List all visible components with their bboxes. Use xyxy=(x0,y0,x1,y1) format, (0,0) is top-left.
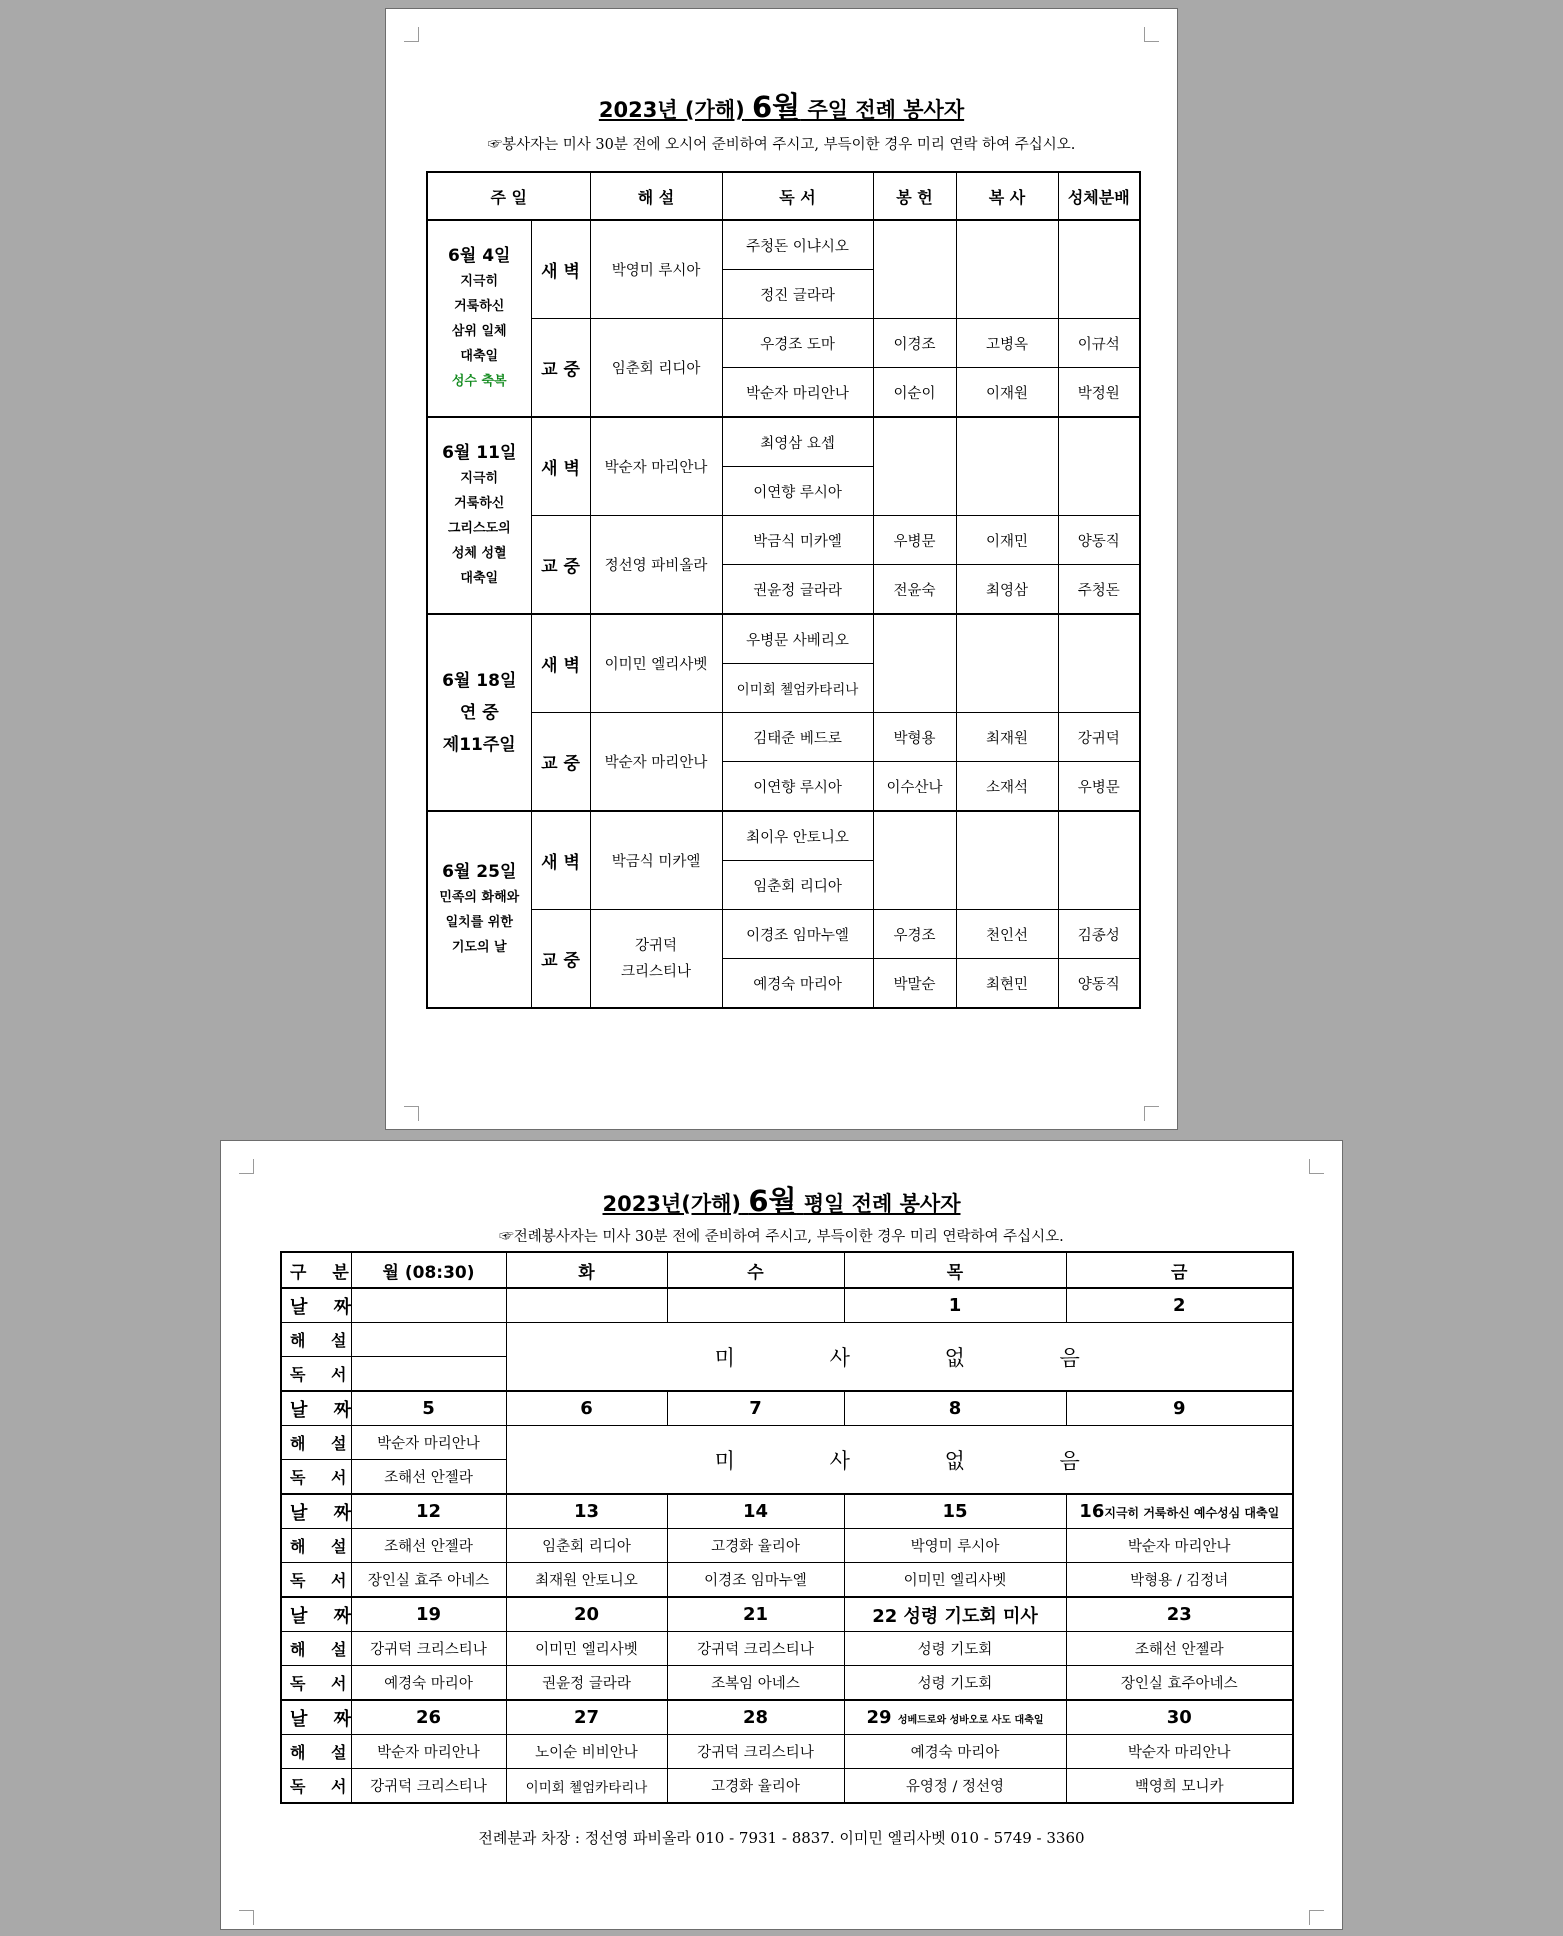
header-row xyxy=(427,172,1140,220)
feast-line: 지극히 xyxy=(460,470,499,486)
mass-label-main: 교 중 xyxy=(531,910,590,1009)
label-date: 날 짜 xyxy=(281,1700,351,1735)
reader: 최이우 안토니오 xyxy=(722,811,873,861)
feast-line: 거룩하신 xyxy=(454,298,505,314)
commentator: 박영미 루시아 xyxy=(844,1529,1066,1563)
day-monday: 월 (08:30) xyxy=(351,1252,506,1288)
reader: 정진 글라라 xyxy=(722,270,873,319)
reader: 우경조 도마 xyxy=(722,319,873,368)
empty-cell xyxy=(1058,811,1140,910)
label-date: 날 짜 xyxy=(281,1288,351,1323)
commentator: 강귀덕 크리스티나 xyxy=(667,1632,844,1666)
label-date: 날 짜 xyxy=(281,1494,351,1529)
eucharist-minister: 양동직 xyxy=(1058,959,1140,1009)
date-cell: 15 xyxy=(844,1494,1066,1529)
commentator: 임춘회 리디아 xyxy=(590,319,722,418)
label-commentary: 해 설 xyxy=(281,1735,351,1769)
day-friday: 금 xyxy=(1066,1252,1293,1288)
sunday-date: 6월 25일 xyxy=(442,861,517,882)
reader: 최영삼 요셉 xyxy=(722,417,873,467)
commentator: 조해선 안젤라 xyxy=(1066,1632,1293,1666)
empty-cell xyxy=(873,220,956,319)
commentator: 임춘회 리디아 xyxy=(506,1529,667,1563)
server: 이재민 xyxy=(956,516,1058,565)
date-cell: 26 xyxy=(351,1700,506,1735)
reader: 이미회 첼엄카타리나 xyxy=(722,664,873,713)
sunday-date-cell xyxy=(427,417,531,614)
date-cell: 19 xyxy=(351,1597,506,1632)
eucharist-minister: 양동직 xyxy=(1058,516,1140,565)
reader: 고경화 율리아 xyxy=(667,1769,844,1804)
holy-water-blessing: 성수 축복 xyxy=(451,373,507,389)
title-subject: 주일 전례 봉사자 xyxy=(807,98,965,122)
commentary-row xyxy=(281,1323,1293,1357)
week-block xyxy=(427,614,1140,811)
date-cell xyxy=(351,1288,506,1323)
title-month: 6월 xyxy=(751,90,801,124)
offering: 이수산나 xyxy=(873,762,956,812)
date-cell: 8 xyxy=(844,1391,1066,1426)
date-cell xyxy=(667,1288,844,1323)
feast-line: 연 중 xyxy=(459,702,499,723)
feast-line: 성체 성혈 xyxy=(451,545,507,561)
date-cell: 28 xyxy=(667,1700,844,1735)
sunday-date: 6월 18일 xyxy=(442,670,517,691)
date-number: 29 xyxy=(866,1707,892,1728)
commentator: 박순자 마리안나 xyxy=(590,713,722,812)
day-tuesday: 화 xyxy=(506,1252,667,1288)
commentator xyxy=(590,910,722,1009)
date-cell: 7 xyxy=(667,1391,844,1426)
mass-label-dawn: 새 벽 xyxy=(531,220,590,319)
weekday-roster-table xyxy=(280,1251,1294,1804)
commentator: 박영미 루시아 xyxy=(590,220,722,319)
reading-row xyxy=(281,1769,1293,1804)
label-date: 날 짜 xyxy=(281,1391,351,1426)
date-cell: 2 xyxy=(1066,1288,1293,1323)
commentator: 이미민 엘리사벳 xyxy=(506,1632,667,1666)
server: 고병옥 xyxy=(956,319,1058,368)
offering: 이경조 xyxy=(873,319,956,368)
server: 이재원 xyxy=(956,368,1058,418)
eucharist-minister: 주청돈 xyxy=(1058,565,1140,615)
empty-cell xyxy=(956,811,1058,910)
feast-line: 삼위 일체 xyxy=(451,323,507,339)
server: 최현민 xyxy=(956,959,1058,1009)
reader: 이경조 임마누엘 xyxy=(667,1563,844,1598)
label-commentary: 해 설 xyxy=(281,1632,351,1666)
day-wednesday: 수 xyxy=(667,1252,844,1288)
mass-label-main: 교 중 xyxy=(531,319,590,418)
label-reading: 독 서 xyxy=(281,1460,351,1495)
commentator: 박순자 마리안나 xyxy=(1066,1529,1293,1563)
header-commentary: 해 설 xyxy=(590,172,722,220)
commentator: 강귀덕 크리스티나 xyxy=(667,1735,844,1769)
label-commentary: 해 설 xyxy=(281,1426,351,1460)
reader: 우병문 사베리오 xyxy=(722,614,873,664)
mass-label-dawn: 새 벽 xyxy=(531,614,590,713)
contact-footer: 전례분과 차장 : 정선영 파비올라 010 - 7931 - 8837. 이미민 엘리사벳 010 - 5749 - 3360 xyxy=(478,1829,1085,1847)
reader: 이미민 엘리사벳 xyxy=(844,1563,1066,1598)
page-corner-mark xyxy=(1309,1159,1324,1174)
weekday-notice: ☞전례봉사자는 미사 30분 전에 준비하여 주시고, 부득이한 경우 미리 연락하여 주십시오. xyxy=(499,1229,1064,1245)
reader: 조복임 아네스 xyxy=(667,1666,844,1701)
empty-cell xyxy=(1058,614,1140,713)
page-corner-mark xyxy=(239,1159,254,1174)
date-cell: 27 xyxy=(506,1700,667,1735)
label-reading: 독 서 xyxy=(281,1563,351,1598)
date-cell: 30 xyxy=(1066,1700,1293,1735)
page-corner-mark xyxy=(239,1910,254,1925)
reading-row xyxy=(281,1666,1293,1701)
reader: 박형용 / 김정녀 xyxy=(1066,1563,1293,1598)
server: 최재원 xyxy=(956,713,1058,762)
feast-line: 제11주일 xyxy=(442,734,516,755)
server: 최영삼 xyxy=(956,565,1058,615)
page-corner-mark xyxy=(404,1106,419,1121)
date-cell: 12 xyxy=(351,1494,506,1529)
reader: 예경숙 마리아 xyxy=(351,1666,506,1701)
page-corner-mark xyxy=(1309,1910,1324,1925)
commentator: 고경화 율리아 xyxy=(667,1529,844,1563)
mass-label-main: 교 중 xyxy=(531,713,590,812)
date-cell: 13 xyxy=(506,1494,667,1529)
label-date: 날 짜 xyxy=(281,1597,351,1632)
no-mass-notice: 미 사 없 음 xyxy=(506,1323,1293,1392)
title-year: 2023년 (가해) xyxy=(598,98,745,122)
day-thursday: 목 xyxy=(844,1252,1066,1288)
sunday-schedule-page xyxy=(385,8,1178,1130)
reader: 박순자 마리안나 xyxy=(722,368,873,418)
empty-cell xyxy=(873,811,956,910)
commentator: 박순자 마리안나 xyxy=(590,417,722,516)
reader: 최재원 안토니오 xyxy=(506,1563,667,1598)
header-offering: 봉 헌 xyxy=(873,172,956,220)
empty-cell xyxy=(956,220,1058,319)
feast-line: 기도의 날 xyxy=(451,939,507,955)
mass-label-dawn: 새 벽 xyxy=(531,417,590,516)
commentator: 성령 기도회 xyxy=(844,1632,1066,1666)
offering: 우병문 xyxy=(873,516,956,565)
week-block xyxy=(427,417,1140,614)
date-row xyxy=(281,1494,1293,1529)
header-sunday: 주 일 xyxy=(427,172,590,220)
reader: 권윤정 글라라 xyxy=(722,565,873,615)
reader: 장인실 효주 아네스 xyxy=(351,1563,506,1598)
empty-cell xyxy=(1058,417,1140,516)
commentator-baptismal-name: 크리스티나 xyxy=(620,963,692,980)
header-reading: 독 서 xyxy=(722,172,873,220)
feast-note: 지극히 거룩하신 예수성심 대축일 xyxy=(1104,1506,1280,1520)
reader: 예경숙 마리아 xyxy=(722,959,873,1009)
reader: 김태준 베드로 xyxy=(722,713,873,762)
page-corner-mark xyxy=(404,27,419,42)
reader: 조해선 안젤라 xyxy=(351,1460,506,1495)
eucharist-minister: 김종성 xyxy=(1058,910,1140,959)
reader: 이경조 임마누엘 xyxy=(722,910,873,959)
date-cell: 22 성령 기도회 미사 xyxy=(844,1597,1066,1632)
empty-cell xyxy=(956,417,1058,516)
reader: 성령 기도회 xyxy=(844,1666,1066,1701)
label-reading: 독 서 xyxy=(281,1666,351,1701)
commentator: 이미민 엘리사벳 xyxy=(590,614,722,713)
weekday-schedule-page xyxy=(220,1140,1343,1930)
reader: 이연향 루시아 xyxy=(722,467,873,516)
date-cell: 23 xyxy=(1066,1597,1293,1632)
reader: 임춘회 리디아 xyxy=(722,861,873,910)
commentary-row xyxy=(281,1632,1293,1666)
commentator: 예경숙 마리아 xyxy=(844,1735,1066,1769)
server: 천인선 xyxy=(956,910,1058,959)
sunday-date-cell xyxy=(427,220,531,417)
reading-row xyxy=(281,1563,1293,1598)
eucharist-minister: 이규석 xyxy=(1058,319,1140,368)
feast-line: 거룩하신 xyxy=(454,495,505,511)
reader: 이미회 첼엄카타리나 xyxy=(506,1769,667,1804)
sunday-roster-table xyxy=(426,171,1141,1009)
offering: 우경조 xyxy=(873,910,956,959)
label-reading: 독 서 xyxy=(281,1357,351,1392)
commentator: 강귀덕 크리스티나 xyxy=(351,1632,506,1666)
commentator: 조해선 안젤라 xyxy=(351,1529,506,1563)
weekday-header-row xyxy=(281,1252,1293,1288)
reader: 유영정 / 정선영 xyxy=(844,1769,1066,1804)
reader: 이연향 루시아 xyxy=(722,762,873,812)
empty-cell xyxy=(956,614,1058,713)
sunday-date-cell xyxy=(427,811,531,1008)
commentator: 박순자 마리안나 xyxy=(351,1426,506,1460)
sunday-date: 6월 11일 xyxy=(442,442,517,463)
week-block xyxy=(427,220,1140,417)
empty-cell xyxy=(873,417,956,516)
commentator: 노이순 비비안나 xyxy=(506,1735,667,1769)
eucharist-minister: 강귀덕 xyxy=(1058,713,1140,762)
commentary-row xyxy=(281,1529,1293,1563)
date-cell: 21 xyxy=(667,1597,844,1632)
feast-line: 대축일 xyxy=(460,348,499,364)
label-commentary: 해 설 xyxy=(281,1529,351,1563)
reader: 권윤정 글라라 xyxy=(506,1666,667,1701)
label-category: 구 분 xyxy=(281,1252,351,1288)
date-cell xyxy=(506,1288,667,1323)
commentator: 정선영 파비올라 xyxy=(590,516,722,615)
date-cell-with-feast xyxy=(844,1700,1066,1735)
sunday-notice: ☞봉사자는 미사 30분 전에 오시어 준비하여 주시고, 부득이한 경우 미리 연락 하여 주십시오. xyxy=(487,137,1076,153)
label-reading: 독 서 xyxy=(281,1769,351,1804)
reader: 박금식 미카엘 xyxy=(722,516,873,565)
commentator-name: 강귀덕 xyxy=(635,937,678,954)
eucharist-minister: 우병문 xyxy=(1058,762,1140,812)
commentator: 박금식 미카엘 xyxy=(590,811,722,910)
date-cell-with-feast xyxy=(1066,1494,1293,1529)
empty-cell xyxy=(351,1323,506,1357)
reader: 강귀덕 크리스티나 xyxy=(351,1769,506,1804)
title-year: 2023년(가해) xyxy=(602,1192,742,1216)
no-mass-notice: 미 사 없 음 xyxy=(506,1426,1293,1495)
commentary-row xyxy=(281,1735,1293,1769)
date-cell: 14 xyxy=(667,1494,844,1529)
date-cell: 20 xyxy=(506,1597,667,1632)
date-row xyxy=(281,1597,1293,1632)
offering: 박형용 xyxy=(873,713,956,762)
weekday-title xyxy=(221,1179,1342,1220)
sunday-date: 6월 4일 xyxy=(448,245,511,266)
offering: 이순이 xyxy=(873,368,956,418)
mass-label-dawn: 새 벽 xyxy=(531,811,590,910)
feast-line: 그리스도의 xyxy=(447,520,511,536)
date-row xyxy=(281,1391,1293,1426)
date-cell: 6 xyxy=(506,1391,667,1426)
commentary-row xyxy=(281,1426,1293,1460)
feast-line: 대축일 xyxy=(460,570,499,586)
date-row xyxy=(281,1700,1293,1735)
empty-cell xyxy=(351,1357,506,1392)
title-subject: 평일 전례 봉사자 xyxy=(803,1192,961,1216)
date-row xyxy=(281,1288,1293,1323)
mass-label-main: 교 중 xyxy=(531,516,590,615)
empty-cell xyxy=(873,614,956,713)
date-cell: 9 xyxy=(1066,1391,1293,1426)
feast-note: 성베드로와 성바오로 사도 대축일 xyxy=(897,1715,1044,1726)
sunday-date-cell xyxy=(427,614,531,811)
eucharist-minister: 박정원 xyxy=(1058,368,1140,418)
offering: 박말순 xyxy=(873,959,956,1009)
reader: 백영희 모니카 xyxy=(1066,1769,1293,1804)
sunday-title xyxy=(386,85,1177,126)
date-number: 16 xyxy=(1079,1501,1105,1522)
commentator: 박순자 마리안나 xyxy=(1066,1735,1293,1769)
feast-line: 지극히 xyxy=(460,273,499,289)
feast-line: 민족의 화해와 xyxy=(439,889,520,905)
offering: 전윤숙 xyxy=(873,565,956,615)
header-server: 복 사 xyxy=(956,172,1058,220)
week-block xyxy=(427,811,1140,1008)
header-eucharist: 성체분배 xyxy=(1058,172,1140,220)
feast-line: 일치를 위한 xyxy=(445,914,513,930)
reader: 장인실 효주아네스 xyxy=(1066,1666,1293,1701)
empty-cell xyxy=(1058,220,1140,319)
server: 소재석 xyxy=(956,762,1058,812)
reader: 주청돈 이냐시오 xyxy=(722,220,873,270)
date-cell: 1 xyxy=(844,1288,1066,1323)
page-corner-mark xyxy=(1144,27,1159,42)
page-corner-mark xyxy=(1144,1106,1159,1121)
commentator: 박순자 마리안나 xyxy=(351,1735,506,1769)
label-commentary: 해 설 xyxy=(281,1323,351,1357)
date-cell: 5 xyxy=(351,1391,506,1426)
title-month: 6월 xyxy=(748,1184,797,1218)
